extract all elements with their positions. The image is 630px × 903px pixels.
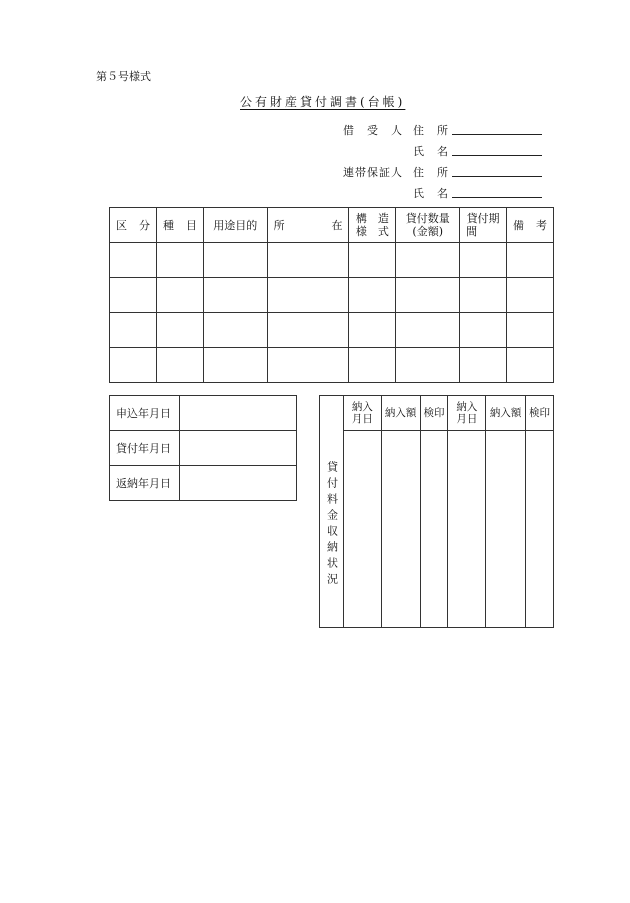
guarantor-name-line[interactable] [452,183,542,198]
lease-date-field[interactable] [179,431,296,466]
payment-body-row [320,431,554,628]
payment-header-row [320,396,554,431]
header-category: 区 分 [110,208,157,243]
header-payment-amount-2: 納入額 [486,396,526,431]
property-table [109,207,554,383]
table-header-row [110,208,554,243]
return-date-field[interactable] [179,466,296,501]
lease-date-label: 貸付年月日 [110,431,180,466]
borrower-name-line[interactable] [452,141,542,156]
borrower-address-line[interactable] [452,120,542,135]
table-row [110,243,554,278]
document-title: 公有財産貸付調書(台帳) [240,95,406,109]
guarantor-address-label: 住 所 [413,166,449,179]
header-purpose: 用途目的 [203,208,267,243]
table-row [110,396,297,431]
application-date-label: 申込年月日 [110,396,180,431]
table-row [110,431,297,466]
application-date-field[interactable] [179,396,296,431]
header-item: 種 目 [156,208,203,243]
header-payment-date-1: 納入 月日 [343,396,381,431]
borrower-label: 借 受 人 [343,124,403,137]
dates-table [109,395,297,501]
header-quantity: 貸付数量 (金額) [396,208,460,243]
header-structure: 構 造 様 式 [349,208,396,243]
header-period: 貸付期 間 [460,208,507,243]
payment-table [319,395,554,628]
table-row [110,313,554,348]
table-row [110,278,554,313]
payment-status-label: 貸付料金収納状況 [320,396,344,628]
borrower-address-label: 住 所 [413,124,449,137]
guarantor-name-label: 氏 名 [413,187,449,200]
form-number: 第５号様式 [96,70,151,83]
header-payment-amount-1: 納入額 [381,396,420,431]
header-location: 所 在 [267,208,349,243]
guarantor-address-line[interactable] [452,162,542,177]
borrower-name-label: 氏 名 [413,145,449,158]
table-row [110,466,297,501]
guarantor-label: 連帯保証人 [343,166,403,179]
table-row [110,348,554,383]
header-payment-date-2: 納入 月日 [448,396,486,431]
header-inspection-2: 検印 [526,396,554,431]
header-remarks: 備 考 [507,208,554,243]
return-date-label: 返納年月日 [110,466,180,501]
header-inspection-1: 検印 [420,396,448,431]
